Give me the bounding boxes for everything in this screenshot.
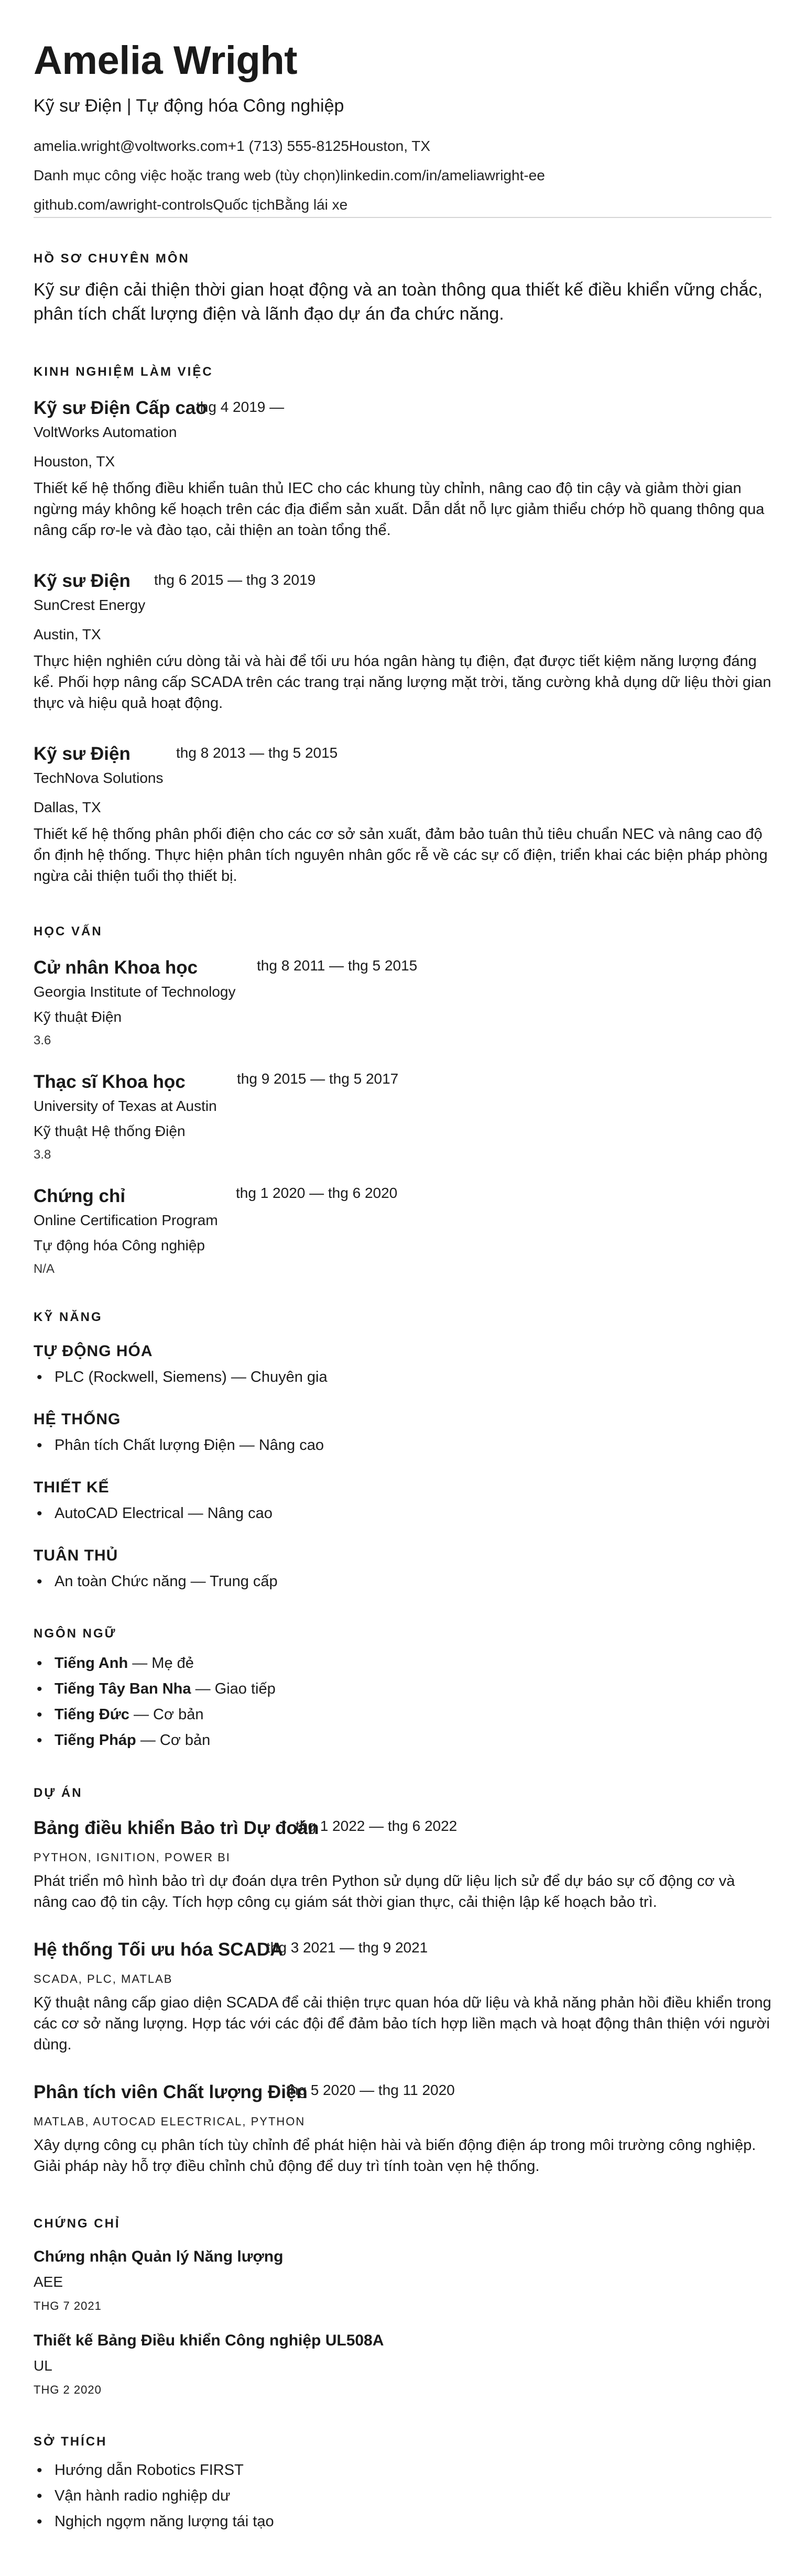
interest-item: • Nghịch ngợm năng lượng tái tạo bbox=[34, 2509, 274, 2535]
language-item bbox=[34, 1728, 276, 1753]
certification-title: Thiết kế Bảng Điều khiển Công nghiệp UL508A bbox=[34, 2332, 384, 2349]
job-dates: thg 4 2019 — bbox=[196, 399, 285, 415]
job-dates: thg 6 2015 — thg 3 2019 bbox=[154, 572, 316, 588]
education-gpa: N/A bbox=[34, 1262, 55, 1276]
language-level: — Mẹ đẻ bbox=[128, 1655, 194, 1672]
education-school: University of Texas at Austin bbox=[34, 1098, 217, 1114]
skill-item: • AutoCAD Electrical — Nâng cao bbox=[34, 1501, 273, 1526]
language-name: Tiếng Tây Ban Nha bbox=[55, 1680, 191, 1697]
language-level: — Cơ bản bbox=[129, 1706, 204, 1723]
interest-item: • Hướng dẫn Robotics FIRST bbox=[34, 2458, 274, 2483]
job-title: Kỹ sư Điện Cấp cao bbox=[34, 398, 207, 418]
project-description: Xây dựng công cụ phân tích tùy chỉnh để phát hiện hài và biến động điện áp trong môi trường công nghiệp. Giải pháp này hỗ trợ điều chỉnh chủ động để duy trì tính toàn vẹn hệ thống. bbox=[34, 2137, 756, 2175]
language-level: — Giao tiếp bbox=[191, 1680, 276, 1697]
language-name: Tiếng Pháp bbox=[55, 1732, 136, 1749]
language-item bbox=[34, 1702, 276, 1728]
certification-issuer: UL bbox=[34, 2357, 52, 2374]
interest-list bbox=[34, 2458, 274, 2535]
job-description: Thiết kế hệ thống điều khiển tuân thủ IEC cho các khung tùy chỉnh, nâng cao độ tin cậy và giảm thời gian ngừng máy không kế hoạch trên các địa điểm sản xuất. Dẫn dắt nỗ lực giảm thiểu chớp hồ quang thông qua nâng cấp rơ-le và đào tạo, cải thiện an toàn tổng thể. bbox=[34, 480, 765, 539]
project-description: Kỹ thuật nâng cấp giao diện SCADA để cải thiện trực quan hóa dữ liệu và khả năng phản hồi điều khiển trong các cơ sở năng lượng. Hợp tác với các đội để đảm bảo tích hợp liền mạch và hoạt động thân thiện với người dùng. bbox=[34, 1994, 771, 2053]
language-item bbox=[34, 1676, 276, 1702]
certification-title: Chứng nhận Quản lý Năng lượng bbox=[34, 2248, 284, 2265]
language-name: Tiếng Anh bbox=[55, 1655, 128, 1672]
certification-issuer: AEE bbox=[34, 2274, 63, 2290]
section-heading-projects: DỰ ÁN bbox=[34, 1786, 83, 1800]
language-level: — Cơ bản bbox=[136, 1732, 211, 1749]
education-dates: thg 8 2011 — thg 5 2015 bbox=[257, 957, 418, 974]
job-company: TechNova Solutions bbox=[34, 770, 164, 786]
project-tech: MATLAB, AUTOCAD ELECTRICAL, PYTHON bbox=[34, 2115, 306, 2128]
education-dates: thg 1 2020 — thg 6 2020 bbox=[236, 1185, 398, 1201]
candidate-title: Kỹ sư Điện | Tự động hóa Công nghiệp bbox=[34, 96, 344, 116]
education-degree: Thạc sĩ Khoa học bbox=[34, 1072, 186, 1092]
language-item bbox=[34, 1651, 276, 1676]
contact-line: Danh mục công việc hoặc trang web (tùy chọn)linkedin.com/in/ameliawright-ee bbox=[34, 167, 545, 183]
section-heading-experience: KINH NGHIỆM LÀM VIỆC bbox=[34, 365, 213, 379]
section-heading-certifications: CHỨNG CHỈ bbox=[34, 2217, 121, 2231]
profile-summary: Kỹ sư điện cải thiện thời gian hoạt động và an toàn thông qua thiết kế điều khiển vững chắc, phân tích chất lượng điện và lãnh đạo dự án đa chức năng. bbox=[34, 280, 763, 324]
job-location: Houston, TX bbox=[34, 453, 115, 470]
job-company: SunCrest Energy bbox=[34, 597, 146, 613]
project-title: Bảng điều khiển Bảo trì Dự đoán bbox=[34, 1818, 319, 1838]
job-dates: thg 8 2013 — thg 5 2015 bbox=[176, 745, 338, 761]
project-title: Hệ thống Tối ưu hóa SCADA bbox=[34, 1939, 284, 1960]
skill-list bbox=[34, 1433, 324, 1458]
skill-item: • Phân tích Chất lượng Điện — Nâng cao bbox=[34, 1433, 324, 1458]
certification-date: THG 7 2021 bbox=[34, 2299, 102, 2312]
education-degree: Chứng chỉ bbox=[34, 1186, 126, 1206]
section-heading-profile: HỒ SƠ CHUYÊN MÔN bbox=[34, 252, 190, 266]
job-title: Kỹ sư Điện bbox=[34, 744, 130, 764]
education-degree: Cử nhân Khoa học bbox=[34, 957, 198, 978]
skill-list bbox=[34, 1569, 278, 1595]
section-heading-education: HỌC VẤN bbox=[34, 924, 103, 938]
project-dates: thg 5 2020 — thg 11 2020 bbox=[286, 2082, 455, 2098]
skill-list bbox=[34, 1501, 273, 1526]
certification-date: THG 2 2020 bbox=[34, 2383, 102, 2396]
contact-line: github.com/awright-controlsQuốc tịchBằng lái xe bbox=[34, 197, 348, 213]
language-name: Tiếng Đức bbox=[55, 1706, 129, 1723]
contact-line: amelia.wright@voltworks.com+1 (713) 555-8125Houston, TX bbox=[34, 138, 431, 154]
education-field: Kỹ thuật Điện bbox=[34, 1009, 122, 1025]
job-description: Thiết kế hệ thống phân phối điện cho các cơ sở sản xuất, đảm bảo tuân thủ tiêu chuẩn NEC và nâng cao độ ổn định hệ thống. Thực hiện phân tích nguyên nhân gốc rễ về các sự cố điện, triển khai các biện pháp phòng ngừa cải thiện tuổi thọ thiết bị. bbox=[34, 826, 768, 885]
education-field: Tự động hóa Công nghiệp bbox=[34, 1237, 205, 1253]
education-gpa: 3.6 bbox=[34, 1033, 51, 1047]
job-location: Austin, TX bbox=[34, 626, 101, 642]
project-description: Phát triển mô hình bảo trì dự đoán dựa trên Python sử dụng dữ liệu lịch sử để dự báo sự cố động cơ và nâng cao độ tin cậy. Tích hợp công cụ giám sát thời gian thực, cải thiện lập kế hoạch bảo trì. bbox=[34, 1873, 735, 1911]
education-gpa: 3.8 bbox=[34, 1148, 51, 1162]
job-description: Thực hiện nghiên cứu dòng tải và hài để tối ưu hóa ngân hàng tụ điện, đạt được tiết kiệm năng lượng đáng kể. Phối hợp nâng cấp SCADA trên các trang trại năng lượng mặt trời, tăng cường khả dụng dữ liệu thời gian thực và hiệu quả hoạt động. bbox=[34, 653, 771, 712]
skill-category: TỰ ĐỘNG HÓA bbox=[34, 1342, 153, 1360]
skill-category: TUÂN THỦ bbox=[34, 1547, 118, 1564]
education-dates: thg 9 2015 — thg 5 2017 bbox=[237, 1071, 399, 1087]
project-title: Phân tích viên Chất lượng Điện bbox=[34, 2082, 308, 2102]
education-school: Georgia Institute of Technology bbox=[34, 984, 236, 1000]
skill-item: • An toàn Chức năng — Trung cấp bbox=[34, 1569, 278, 1595]
skill-category: HỆ THỐNG bbox=[34, 1411, 121, 1428]
header-divider bbox=[34, 217, 771, 218]
project-tech: SCADA, PLC, MATLAB bbox=[34, 1972, 173, 1985]
skill-item: • PLC (Rockwell, Siemens) — Chuyên gia bbox=[34, 1365, 328, 1390]
job-title: Kỹ sư Điện bbox=[34, 571, 130, 591]
section-heading-languages: NGÔN NGỮ bbox=[34, 1627, 117, 1641]
project-dates: thg 3 2021 — thg 9 2021 bbox=[266, 1939, 428, 1956]
language-list bbox=[34, 1651, 276, 1753]
job-location: Dallas, TX bbox=[34, 799, 101, 815]
project-tech: PYTHON, IGNITION, POWER BI bbox=[34, 1851, 231, 1864]
section-heading-skills: KỸ NĂNG bbox=[34, 1310, 103, 1324]
interest-item: • Vận hành radio nghiệp dư bbox=[34, 2483, 274, 2509]
education-school: Online Certification Program bbox=[34, 1212, 218, 1228]
education-field: Kỹ thuật Hệ thống Điện bbox=[34, 1123, 186, 1139]
project-dates: thg 1 2022 — thg 6 2022 bbox=[296, 1818, 458, 1834]
job-company: VoltWorks Automation bbox=[34, 424, 177, 440]
candidate-name: Amelia Wright bbox=[34, 38, 298, 83]
section-heading-interests: SỞ THÍCH bbox=[34, 2435, 107, 2449]
skill-category: THIẾT KẾ bbox=[34, 1479, 110, 1496]
skill-list bbox=[34, 1365, 328, 1390]
